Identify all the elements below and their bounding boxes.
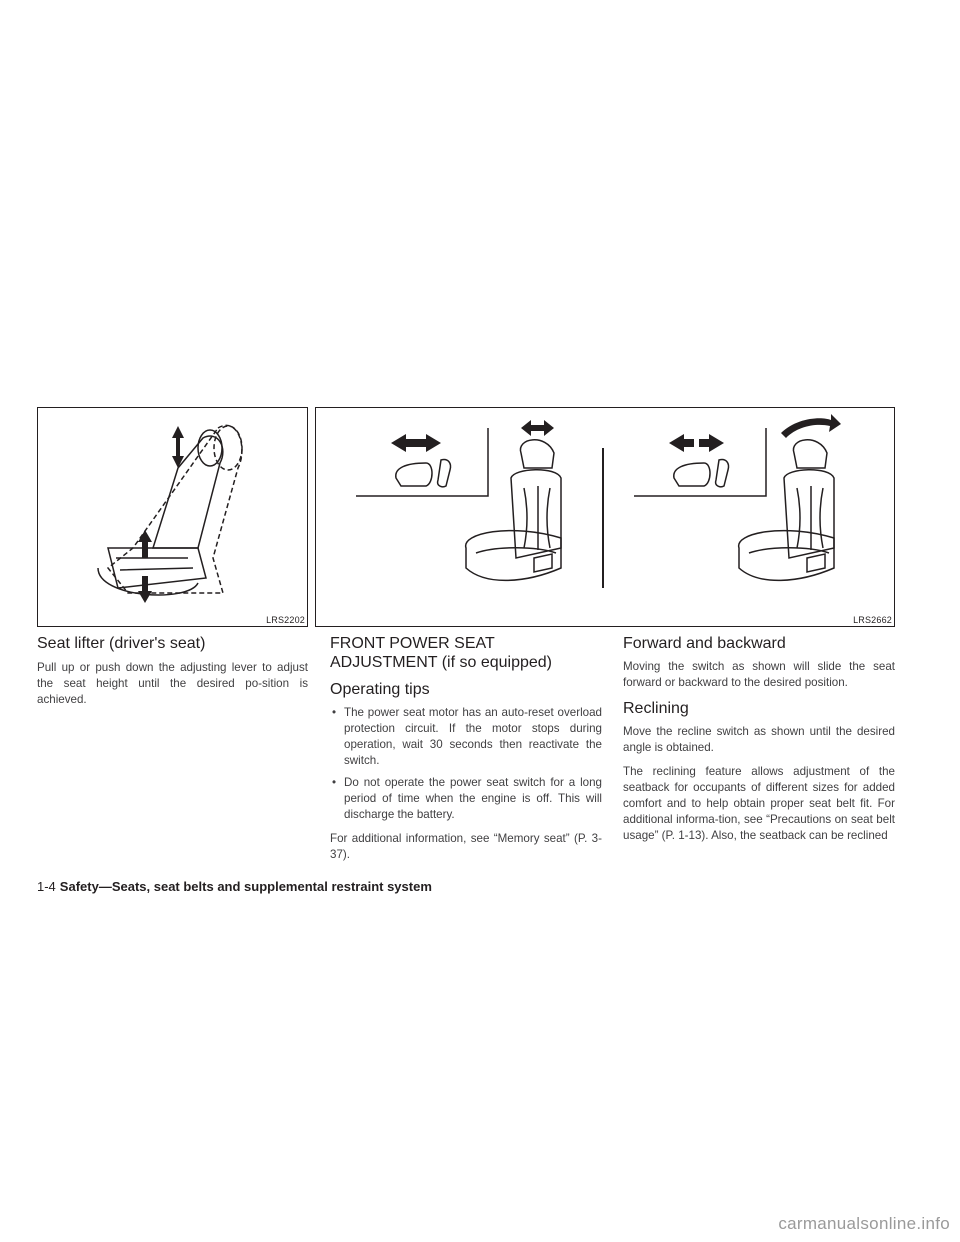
power-seat-figure (315, 407, 895, 627)
page-number: 1-4 (37, 879, 56, 894)
figure-label: LRS2202 (266, 615, 305, 625)
seat-lifter-figure (37, 407, 308, 627)
seat-lifter-illustration (38, 408, 307, 626)
column-seat-lifter (37, 634, 308, 716)
body-paragraph: Moving the switch as shown will slide the seat forward or backward to the desired position. (623, 660, 895, 689)
subsection-heading: Reclining (623, 700, 689, 717)
column-forward-reclining (623, 634, 895, 852)
body-paragraph: The reclining feature allows adjustment of the seatback for occupants of different sizes for added comfort and to help obtain proper seat belt fit. For additional informa-tion, see “Precautions on seat belt usage” (P. 1-13). Also, the seatback can be reclined (623, 765, 895, 842)
section-heading: FRONT POWER SEAT ADJUSTMENT (if so equipped) (330, 635, 552, 671)
subsection-heading: Operating tips (330, 681, 430, 698)
subsection-heading: Forward and backward (623, 635, 786, 652)
watermark: carmanualsonline.info (778, 1214, 950, 1233)
figure-label: LRS2662 (853, 615, 892, 625)
body-paragraph: Move the recline switch as shown until the desired angle is obtained. (623, 725, 895, 754)
list-item: • Do not operate the power seat switch for a long period of time when the engine is off. This will discharge the battery. (330, 775, 602, 823)
list-item: • The power seat motor has an auto-reset overload protection circuit. If the motor stops during operation, wait 30 seconds then reactivate the switch. (330, 705, 602, 769)
power-seat-illustration (316, 408, 894, 626)
column-power-seat (330, 634, 602, 871)
tips-list (330, 705, 602, 823)
body-paragraph: For additional information, see “Memory seat” (P. 3-37). (330, 832, 602, 861)
section-heading: Seat lifter (driver's seat) (37, 635, 206, 652)
page-footer (37, 879, 432, 894)
section-title: Safety—Seats, seat belts and supplemental restraint system (59, 879, 432, 894)
body-paragraph: Pull up or push down the adjusting lever to adjust the seat height until the desired po-sition is achieved. (37, 661, 308, 706)
